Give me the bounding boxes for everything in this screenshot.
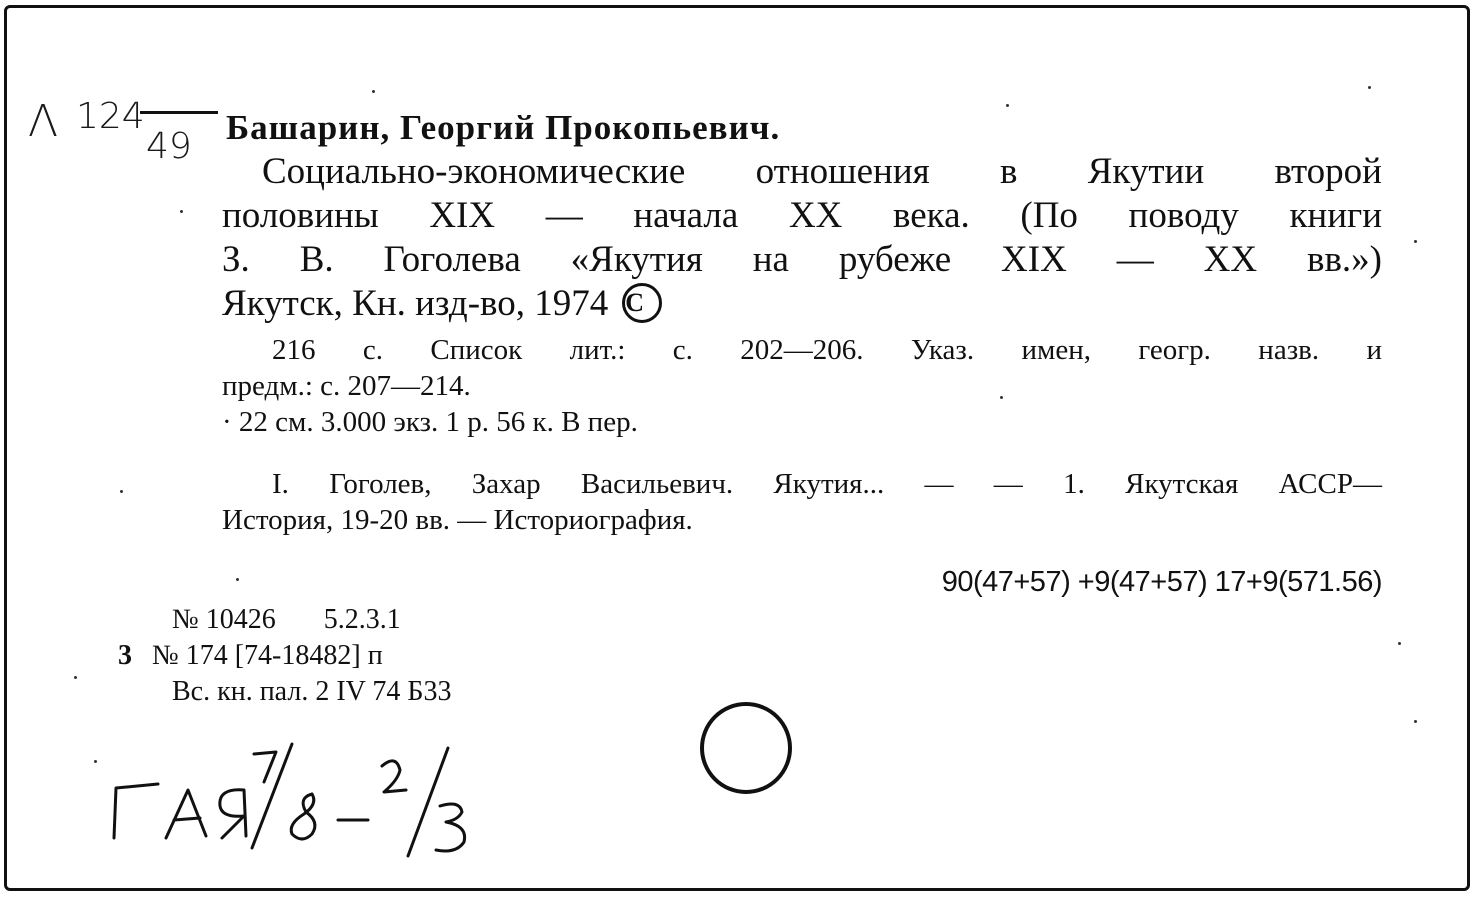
speck — [1006, 104, 1009, 107]
circle-mark — [700, 702, 792, 794]
speck — [1398, 642, 1401, 645]
imprint-text: Якутск, Кн. изд-во, 1974 — [222, 283, 609, 324]
card-author: Башарин, Георгий Прокопьевич. — [226, 108, 781, 147]
colophon-line: предм.: с. 207—214. — [222, 370, 471, 402]
shelfmark-number-bottom: 49 — [146, 126, 192, 167]
tracings — [222, 466, 1382, 538]
speck — [74, 676, 77, 679]
record-code: 5.2.3.1 — [323, 604, 401, 635]
title-line: З. В. Гоголева «Якутия на рубеже XIX — XX вв.») — [222, 239, 1382, 280]
record-number: № 10426 — [172, 604, 276, 635]
speck — [180, 210, 183, 213]
shelfmark-letter: Λ — [28, 96, 59, 147]
footer-order: № 174 [74-18482] п — [152, 640, 383, 671]
handwritten-note — [106, 720, 606, 875]
footer-line-3: Вс. кн. пал. 2 IV 74 Б33 — [172, 676, 452, 707]
card-title — [222, 150, 1382, 326]
speck — [1000, 396, 1003, 399]
footer-line-2 — [118, 640, 383, 672]
colophon-line: 216 с. Список лит.: с. 202—206. Указ. имен, геогр. назв. и — [272, 334, 1382, 366]
speck — [1414, 240, 1417, 243]
imprint-line — [222, 282, 1382, 326]
colophon-line: · 22 см. 3.000 экз. 1 р. 56 к. В пер. — [222, 406, 638, 438]
shelfmark-divider — [140, 111, 218, 114]
speck — [94, 760, 97, 763]
speck — [1368, 86, 1371, 89]
title-line: половины XIX — начала XX века. (По поводу книги — [222, 195, 1382, 236]
classification-code: 90(47+57) +9(47+57) 17+9(571.56) — [941, 566, 1382, 598]
tracing-line: История, 19-20 вв. — Историография. — [222, 504, 693, 536]
shelfmark-number-top: 124 — [76, 96, 145, 137]
speck — [236, 578, 239, 581]
speck — [120, 490, 123, 493]
tracing-line: I. Гоголев, Захар Васильевич. Якутия... — — 1. Якутская АССР— — [272, 468, 1382, 500]
handwritten-note-drawing — [106, 720, 606, 870]
colophon — [222, 332, 1382, 440]
footer-line-1 — [172, 604, 401, 636]
title-line: Социально-экономические отношения в Якутии второй — [262, 151, 1382, 192]
speck — [372, 90, 375, 93]
speck — [1414, 720, 1417, 723]
copyright-icon: C — [622, 283, 662, 323]
footer-prefix: 3 — [118, 640, 132, 671]
